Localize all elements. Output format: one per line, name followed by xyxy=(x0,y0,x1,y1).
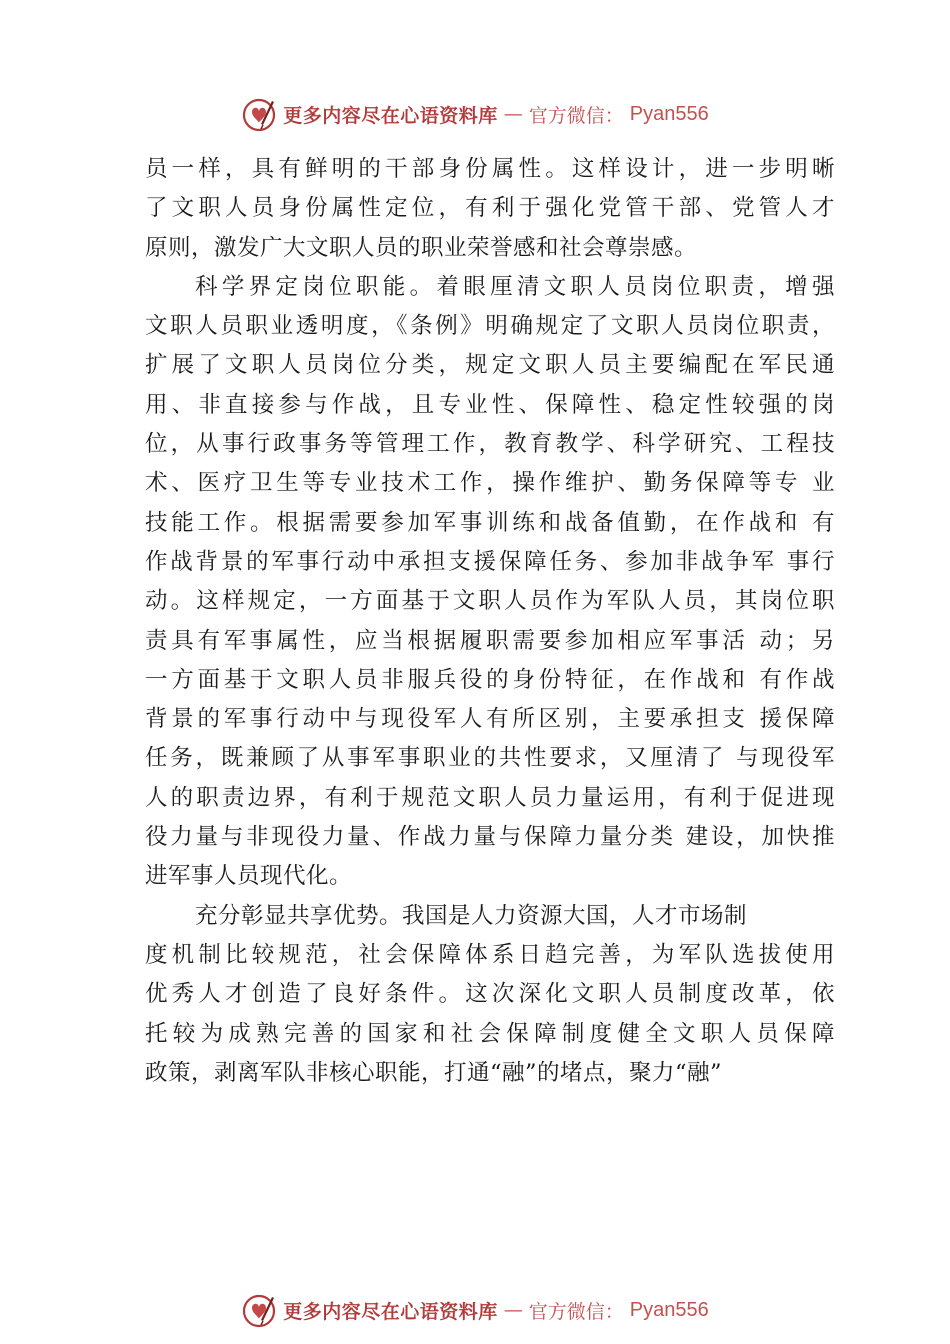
banner-wechat-label: 官方微信： xyxy=(528,1300,624,1323)
text-line: 文职人员职业透明度，《条例》明确规定了文职人员岗位职责， xyxy=(145,313,835,340)
text-line: 托较为成熟完善的国家和社会保障制度健全文职人员保障 xyxy=(145,1020,835,1047)
text-line: 任务，既兼顾了从事军事职业的共性要求，又厘清了 与现役军 xyxy=(145,745,835,772)
heart-quill-logo-icon xyxy=(241,96,277,132)
text-line: 责具有军事属性，应当根据履职需要参加相应军事活 动；另 xyxy=(145,627,835,654)
text-line: 技能工作。根据需要参加军事训练和战备值勤，在作战和 有 xyxy=(145,509,835,536)
banner-title: 更多内容尽在心语资料库 xyxy=(283,104,498,127)
text-line: 术、医疗卫生等专业技术工作，操作维护、勤务保障等专 业 xyxy=(145,470,835,497)
banner-wechat-id: Pyan556 xyxy=(629,1298,709,1321)
text-line: 员一样，具有鲜明的干部身份属性。这样设计，进一步明晰 xyxy=(145,156,835,182)
heart-quill-logo-icon xyxy=(241,1292,277,1328)
text-line: 用、非直接参与作战，且专业性、保障性、稳定性较强的岗 xyxy=(145,391,835,418)
header-banner xyxy=(0,94,950,134)
banner-wechat-id: Pyan556 xyxy=(629,102,709,125)
banner-wechat-label: 官方微信： xyxy=(528,104,624,127)
text-line: 原则，激发广大文职人员的职业荣誉感和社会尊崇感。 xyxy=(145,234,698,261)
text-line: 作战背景的军事行动中承担支援保障任务、参加非战争军 事行 xyxy=(145,548,835,575)
text-line: 役力量与非现役力量、作战力量与保障力量分类 建设，加快推 xyxy=(145,824,835,851)
document-body xyxy=(145,150,835,1093)
text-line: 位，从事行政事务等管理工作，教育教学、科学研究、工程技 xyxy=(145,431,835,458)
text-line: 进军事人员现代化。 xyxy=(145,863,353,890)
text-line: 优秀人才创造了良好条件。这次深化文职人员制度改革，依 xyxy=(145,981,835,1008)
paragraph-heading-line: 科学界定岗位职能。着眼厘清文职人员岗位职责，增强 xyxy=(195,273,835,300)
text-line: 度机制比较规范，社会保障体系日趋完善，为军队选拔使用 xyxy=(145,941,835,968)
text-line: 动。这样规定，一方面基于文职人员作为军队人员，其岗位职 xyxy=(145,588,835,615)
banner-separator: — xyxy=(503,1299,523,1321)
banner-title: 更多内容尽在心语资料库 xyxy=(283,1300,498,1323)
text-line: 背景的军事行动中与现役军人有所区别，主要承担支 援保障 xyxy=(145,706,835,733)
text-line: 一方面基于文职人员非服兵役的身份特征，在作战和 有作战 xyxy=(145,666,835,693)
paragraph-heading-line: 充分彰显共享优势。我国是人力资源大国，人才市场制 xyxy=(195,902,748,929)
text-line: 扩展了文职人员岗位分类，规定文职人员主要编配在军民通 xyxy=(145,352,835,379)
text-line: 人的职责边界，有利于规范文职人员力量运用，有利于促进现 xyxy=(145,784,835,811)
footer-banner xyxy=(0,1290,950,1330)
banner-separator: — xyxy=(503,103,523,125)
text-line: 了文职人员身份属性定位，有利于强化党管干部、党管人才 xyxy=(145,195,835,222)
text-line: 政策，剥离军队非核心职能，打通“融”的堵点，聚力“融” xyxy=(145,1059,723,1086)
